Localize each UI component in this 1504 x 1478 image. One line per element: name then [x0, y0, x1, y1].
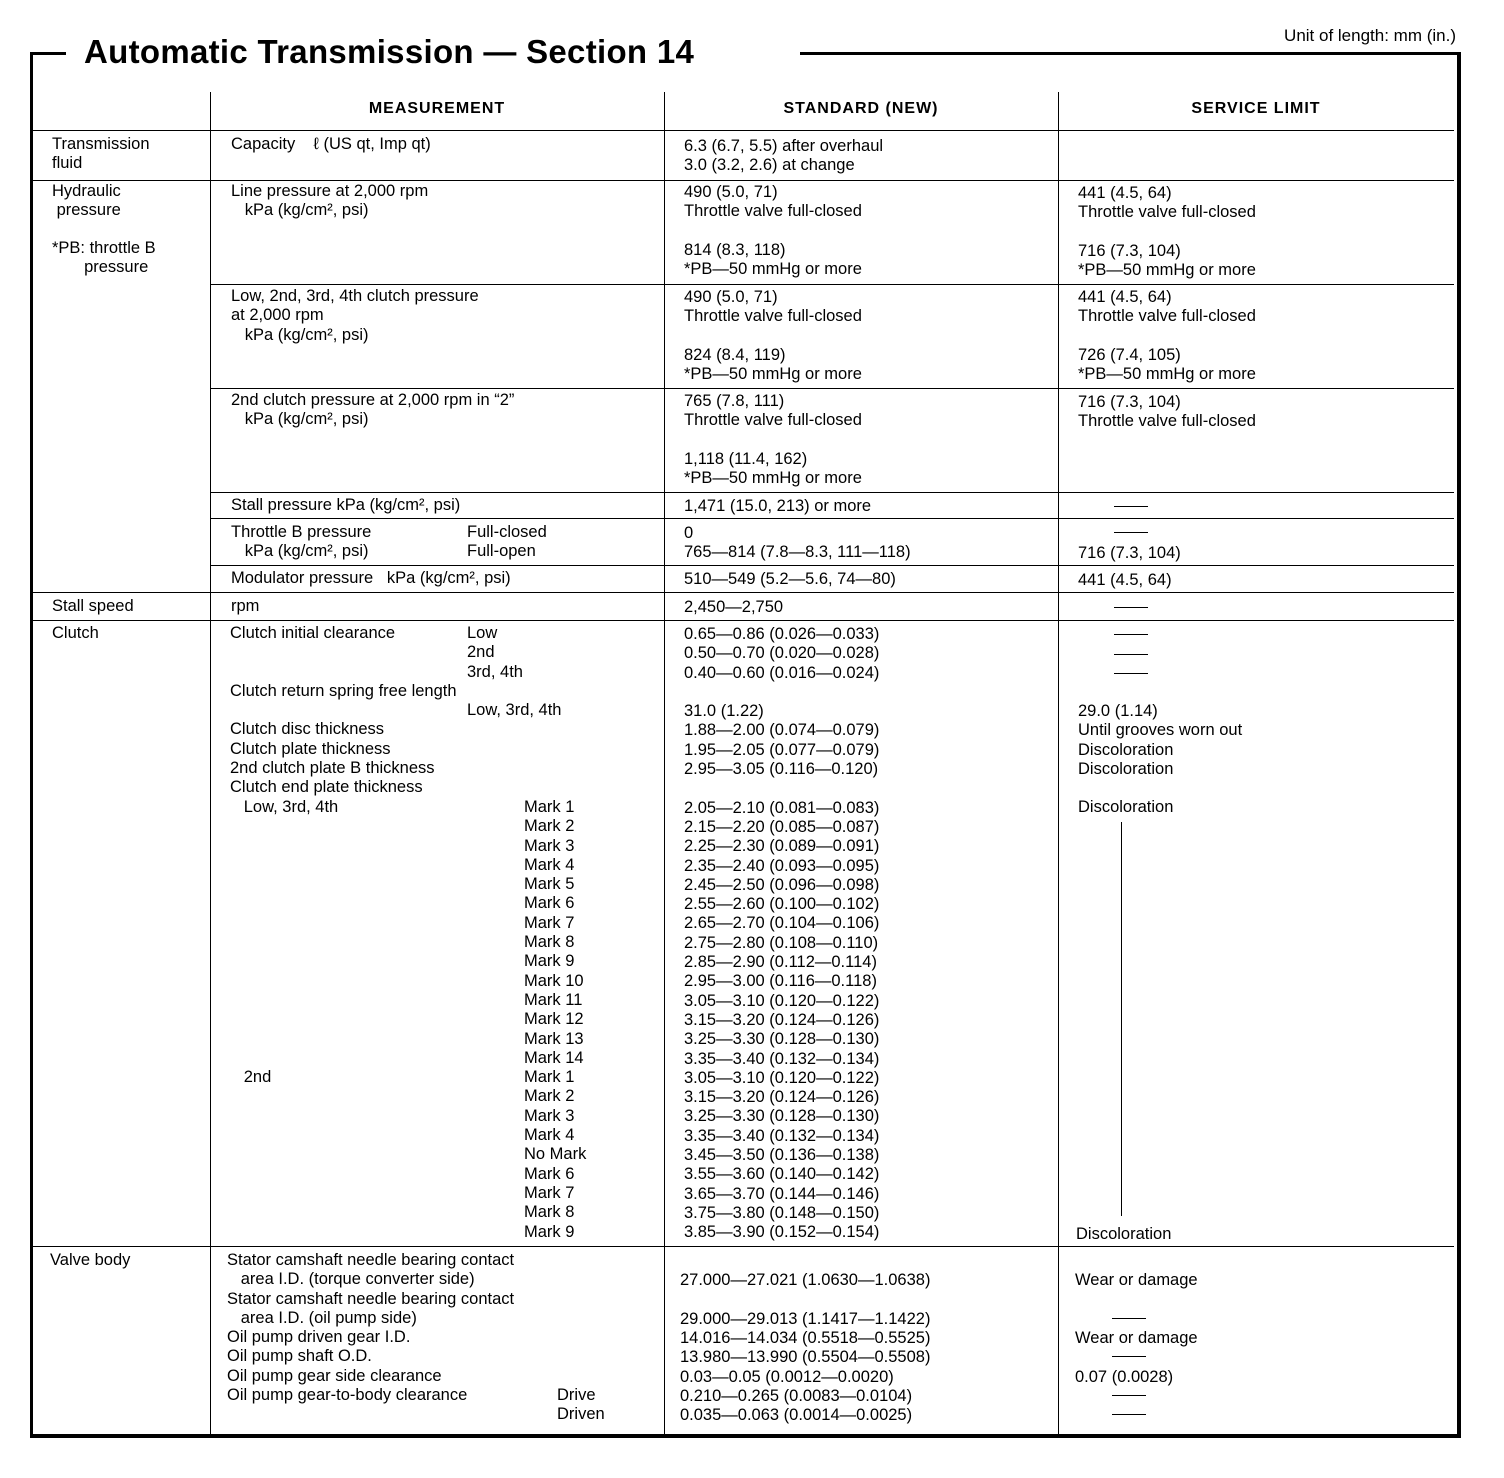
row-divider — [210, 492, 1454, 493]
throttle-b-conditions: Full-closed Full-open — [467, 523, 547, 561]
line-pressure-measurement: Line pressure at 2,000 rpm kPa (kg/cm², psi) — [231, 182, 429, 220]
dash-not-applicable — [1112, 1318, 1146, 1319]
fluid-measurement: Capacity ℓ (US qt, Imp qt) — [231, 135, 431, 153]
label-clutch: Clutch — [52, 624, 99, 642]
valve-body-standard: 27.000—27.021 (1.0630—1.0638) 29.000—29.013 (1.1417—1.1422) 14.016—14.034 (0.5518—0.5525) 13.980—13.990 (0.5504—0.5508) 0.03—0.05 (0.0012—0.0020) 0.210—0.265 (0.0083—0.0104) 0.035—0.063 (0.0014—0.0025) — [680, 1271, 931, 1425]
row-divider — [210, 284, 1454, 285]
throttle-b-measurement: Throttle B pressure kPa (kg/cm², psi) — [231, 523, 372, 561]
clutch-sub: Low 2nd 3rd, 4th Low, 3rd, 4th — [467, 624, 562, 720]
row-divider — [210, 565, 1454, 566]
dash-not-applicable — [1112, 1395, 1146, 1396]
clutch-standard: 0.65—0.86 (0.026—0.033) 0.50—0.70 (0.020—0.028) 0.40—0.60 (0.016—0.024) 31.0 (1.22) 1.88—2.00 (0.074—0.079) 1.95—2.05 (0.077—0.079) 2.95—3.05 (0.116—0.120) 2.05—2.10 (0.081—0.083) 2.15—2.20 (0.085—0.087) 2.25—2.30 (0.089—0.091) 2.35—2.40 (0.093—0.095) 2.45—2.50 (0.096—0.098) 2.55—2.60 (0.100—0.102) 2.65—2.70 (0.104—0.106) 2.75—2.80 (0.108—0.110) 2.85—2.90 (0.112—0.114) 2.95—3.00 (0.116—0.118) 3.05—3.10 (0.120—0.122) 3.15—3.20 (0.124—0.126) 3.25—3.30 (0.128—0.130) 3.35—3.40 (0.132—0.134) 3.05—3.10 (0.120—0.122) 3.15—3.20 (0.124—0.126) 3.25—3.30 (0.128—0.130) 3.35—3.40 (0.132—0.134) 3.45—3.50 (0.136—0.138) 3.55—3.60 (0.140—0.142) 3.65—3.70 (0.144—0.146) 3.75—3.80 (0.148—0.150) 3.85—3.90 (0.152—0.154) — [684, 625, 880, 1242]
second-clutch-limit: 716 (7.3, 104) Throttle valve full-closed — [1078, 393, 1256, 431]
header-measurement: MEASUREMENT — [368, 100, 506, 117]
second-clutch-measurement: 2nd clutch pressure at 2,000 rpm in “2” kPa (kg/cm², psi) — [231, 391, 515, 429]
fluid-standard: 6.3 (6.7, 5.5) after overhaul 3.0 (3.2, 2.6) at change — [684, 137, 884, 175]
line-pressure-limit: 441 (4.5, 64) Throttle valve full-closed 716 (7.3, 104) *PB—50 mmHg or more — [1078, 184, 1256, 280]
dash-not-applicable — [1114, 506, 1148, 507]
top-border-left — [30, 52, 66, 55]
stall-pressure-standard: 1,471 (15.0, 213) or more — [684, 497, 872, 515]
label-hydraulic-pressure: Hydraulic pressure — [52, 182, 121, 220]
valve-body-sub: Drive Driven — [557, 1386, 605, 1424]
header-standard: STANDARD (NEW) — [783, 100, 939, 117]
page-title: Automatic Transmission — Section 14 — [78, 30, 700, 74]
dash-not-applicable — [1114, 673, 1148, 674]
clutch-pressure-measurement: Low, 2nd, 3rd, 4th clutch pressure at 2,000 rpm kPa (kg/cm², psi) — [231, 287, 479, 344]
header-service-limit: SERVICE LIMIT — [1191, 100, 1321, 117]
dash-not-applicable — [1112, 1414, 1146, 1415]
throttle-b-limit: 716 (7.3, 104) — [1078, 544, 1181, 562]
valve-body-measurement: Stator camshaft needle bearing contact area I.D. (torque converter side) Stator camshaft needle bearing contact area I.D. (oil pump side) Oil pump driven gear I.D. Oil pump shaft O.D. Oil pump gear side clearance Oil pump gear-to-body clearance — [227, 1251, 515, 1405]
pb-note: *PB: throttle B pressure — [52, 239, 156, 277]
throttle-b-standard: 0 765—814 (7.8—8.3, 111—118) — [684, 524, 911, 562]
modulator-limit: 441 (4.5, 64) — [1078, 571, 1172, 589]
row-divider — [33, 180, 1454, 181]
label-stall-speed: Stall speed — [52, 597, 134, 615]
stall-speed-measurement: rpm — [231, 597, 260, 615]
label-transmission-fluid: Transmission fluid — [52, 135, 150, 173]
clutch-items: Clutch initial clearance Clutch return spring free length Clutch disc thickness Clutch plate thickness 2nd clutch plate B thickness Clutch end plate thickness Low, 3rd, 4th 2nd — [230, 624, 457, 1086]
dash-not-applicable — [1114, 532, 1148, 533]
col-divider-1 — [210, 92, 211, 1434]
stall-speed-standard: 2,450—2,750 — [684, 598, 784, 616]
row-divider — [33, 1246, 1454, 1247]
col-divider-2 — [664, 92, 665, 1434]
modulator-standard: 510—549 (5.2—5.6, 74—80) — [684, 570, 896, 588]
dash-not-applicable — [1112, 1356, 1146, 1357]
top-border-right — [800, 52, 1458, 55]
clutch-limit: 29.0 (1.14) Until grooves worn out Discoloration Discoloration Discoloration — [1078, 702, 1243, 817]
row-divider — [210, 518, 1454, 519]
clutch-marks: Mark 1 Mark 2 Mark 3 Mark 4 Mark 5 Mark 6 Mark 7 Mark 8 Mark 9 Mark 10 Mark 11 Mark 12 Mark 13 Mark 14 Mark 1 Mark 2 Mark 3 Mark 4 No Mark Mark 6 Mark 7 Mark 8 Mark 9 — [524, 798, 587, 1241]
clutch-limit-end: Discoloration — [1076, 1225, 1172, 1243]
col-divider-3 — [1058, 92, 1059, 1434]
unit-note: Unit of length: mm (in.) — [1284, 26, 1456, 45]
row-divider — [33, 620, 1454, 621]
line-pressure-standard: 490 (5.0, 71) Throttle valve full-closed 814 (8.3, 118) *PB—50 mmHg or more — [684, 183, 862, 279]
valve-body-limit: Wear or damage Wear or damage 0.07 (0.0028) — [1075, 1271, 1198, 1386]
row-divider — [33, 130, 1454, 131]
clutch-pressure-standard: 490 (5.0, 71) Throttle valve full-closed 824 (8.4, 119) *PB—50 mmHg or more — [684, 288, 862, 384]
dash-not-applicable — [1114, 607, 1148, 608]
second-clutch-standard: 765 (7.8, 111) Throttle valve full-closed 1,118 (11.4, 162) *PB—50 mmHg or more — [684, 392, 862, 488]
row-divider — [210, 388, 1454, 389]
stall-pressure-measurement: Stall pressure kPa (kg/cm², psi) — [231, 496, 461, 514]
modulator-measurement: Modulator pressure kPa (kg/cm², psi) — [231, 569, 511, 587]
clutch-pressure-limit: 441 (4.5, 64) Throttle valve full-closed 726 (7.4, 105) *PB—50 mmHg or more — [1078, 288, 1256, 384]
dash-not-applicable — [1114, 634, 1148, 635]
row-divider — [33, 592, 1454, 593]
dash-not-applicable — [1114, 654, 1148, 655]
label-valve-body: Valve body — [50, 1251, 131, 1269]
range-arrow — [1121, 822, 1122, 1216]
